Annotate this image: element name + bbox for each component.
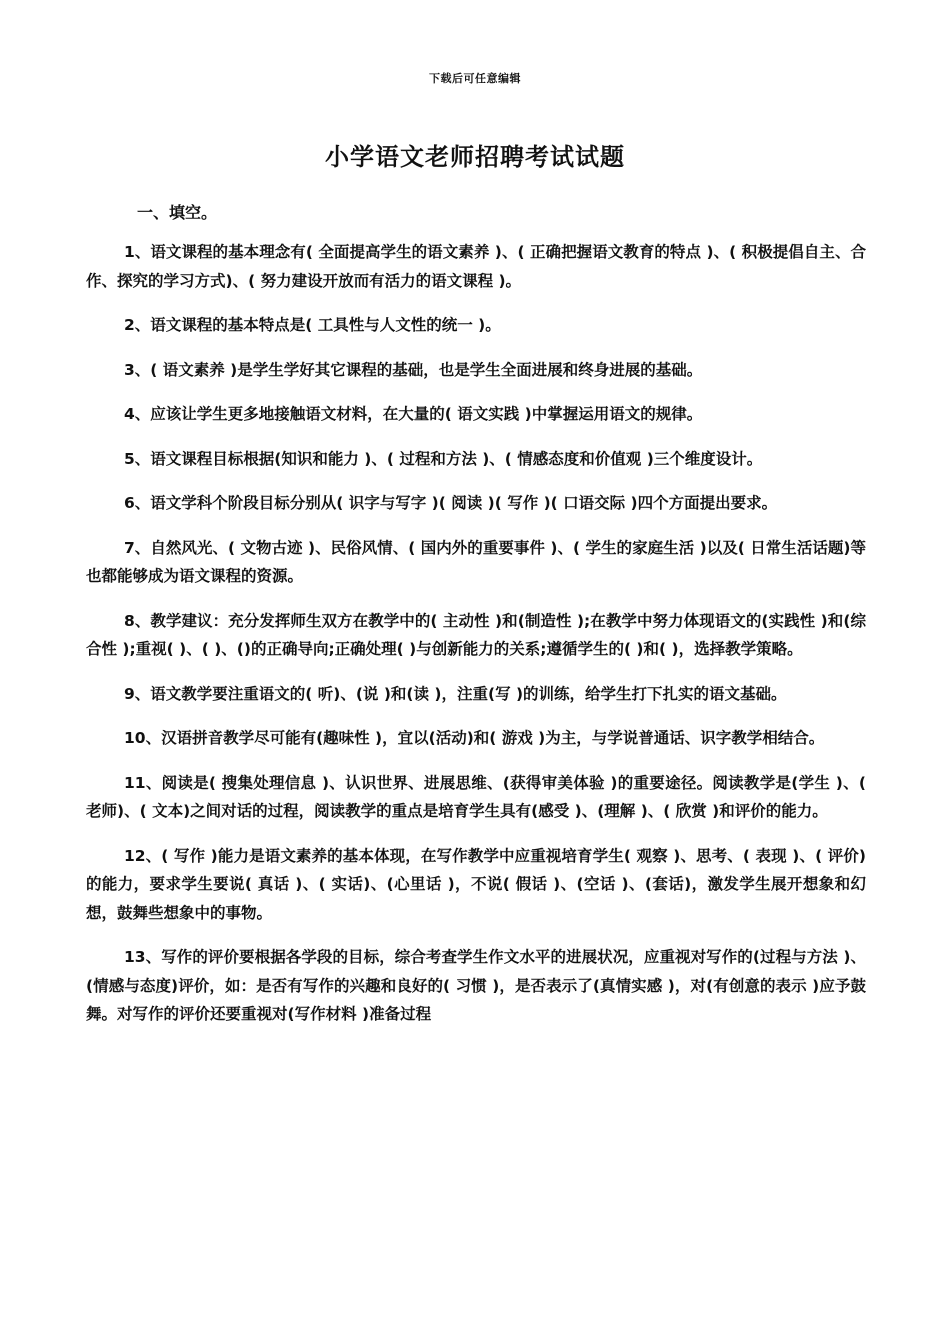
question-item-1: 1、语文课程的基本理念有( 全面提高学生的语文素养 )、( 正确把握语文教育的特点 )、( 积极提倡自主、合作、探究的学习方式)、( 努力建设开放而有活力的语文课程 )。 <box>86 243 866 290</box>
question-item-7: 7、自然风光、( 文物古迹 )、民俗风情、( 国内外的重要事件 )、( 学生的家庭生活 )以及( 日常生活话题)等也都能够成为语文课程的资源。 <box>86 538 866 585</box>
question-item-12: 12、( 写作 )能力是语文素养的基本体现，在写作教学中应重视培育学生( 观察 )、思考、( 表现 )、( 评价)的能力，要求学生要说( 真话 )、( 实话)、(心里话 )，不说( 假话 )、(空话 )、(套话)，激发学生展开想象和幻想，鼓舞些想象中的事物。 <box>86 846 866 922</box>
section-heading: 一、填空。 <box>137 203 218 222</box>
page-title: 小学语文老师招聘考试试题 <box>325 143 625 171</box>
question-item-13: 13、写作的评价要根据各学段的目标，综合考查学生作文水平的进展状况，应重视对写作的(过程与方法 )、(情感与态度)评价，如：是否有写作的兴趣和良好的( 习惯 )，是否表示了(真情实感 )，对(有创意的表示 )应予鼓舞。对写作的评价还要重视对(写作材料 )准备过程 <box>86 948 866 1023</box>
header-note: 下载后可任意编辑 <box>429 72 521 85</box>
question-item-6: 6、语文学科个阶段目标分别从( 识字与写字 )( 阅读 )( 写作 )( 口语交际 )四个方面提出要求。 <box>124 494 778 512</box>
question-item-3: 3、( 语文素养 )是学生学好其它课程的基础，也是学生全面进展和终身进展的基础。 <box>124 360 703 379</box>
question-item-2: 2、语文课程的基本特点是( 工具性与人文性的统一 )。 <box>124 316 501 334</box>
question-item-9: 9、语文教学要注重语文的( 听)、(说 )和(读 )，注重(写 )的训练，给学生打下扎实的语文基础。 <box>124 684 787 703</box>
question-list <box>86 238 872 1045</box>
question-item-10: 10、汉语拼音教学尽可能有(趣味性 )，宜以(活动)和( 游戏 )为主，与学说普通话、识字教学相结合。 <box>124 729 825 747</box>
question-item-5: 5、语文课程目标根据(知识和能力 )、( 过程和方法 )、( 情感态度和价值观 )三个维度设计。 <box>124 449 763 468</box>
question-item-8: 8、教学建议：充分发挥师生双方在教学中的( 主动性 )和(制造性 );在教学中努力体现语文的(实践性 )和(综合性 );重视( )、( )、()的正确导向;正确处理( )与创新能力的关系;遵循学生的( )和( )，选择教学策略。 <box>86 611 866 658</box>
question-item-11: 11、阅读是( 搜集处理信息 )、认识世界、进展思维、(获得审美体验 )的重要途径。阅读教学是(学生 )、( 老师)、( 文本)之间对话的过程，阅读教学的重点是培育学生具有(感受 )、(理解 )、( 欣赏 )和评价的能力。 <box>86 773 872 820</box>
question-item-4: 4、应该让学生更多地接触语文材料，在大量的( 语文实践 )中掌握运用语文的规律。 <box>124 405 703 423</box>
